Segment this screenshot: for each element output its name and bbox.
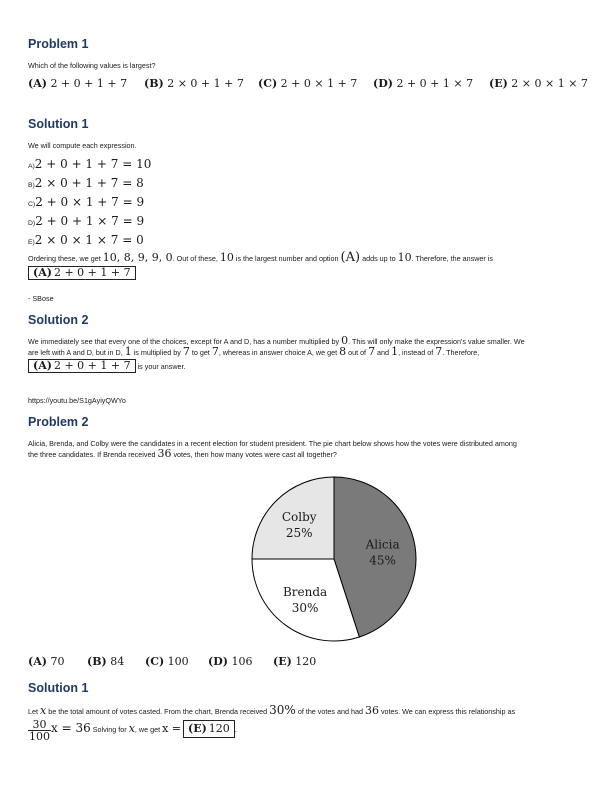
choice-e: (E) 2 × 0 × 1 × 7 [489,77,588,90]
pie-percent-colby: 25% [285,526,313,541]
solution-line-b: B)2 × 0 + 1 + 7 = 8 [28,176,144,190]
choice-b: (B) 84 [87,655,125,668]
answer-box: (A) 2 + 0 + 1 + 7 [28,359,136,373]
solution-1-answer [28,266,136,280]
problem-2-text-line-1: Alicia, Brenda, and Colby were the candidates in a recent election for student president. The pie chart below shows how the votes were distributed among [28,439,517,448]
answer-box: (E) 120 [183,720,235,738]
problem-2-heading: Problem 2 [28,415,89,429]
choice-a: (A) 2 + 0 + 1 + 7 [28,77,128,90]
solution-3-line-2: $\frac{30}{100}$ x = 36 Solving for x, we get x = (E) 120 . [29,717,237,743]
solution-1-heading: Solution 1 [28,117,89,131]
fraction: $\frac{30}{100}$ [29,717,50,743]
solution-2-line-2: are left with A and D, but in D, 1 is multiplied by 7 to get 7, whereas in answer choice A, we get 8 out of 7 and 1, instead of 7. Therefore, [28,345,480,358]
solution-line-e: E)2 × 0 × 1 × 7 = 0 [28,233,144,247]
choice-b: (B) 2 × 0 + 1 + 7 [144,77,244,90]
solution-3-heading: Solution 1 [28,681,89,695]
pie-label-colby: Colby [281,510,317,525]
solution-line-a: A)2 + 0 + 1 + 7 = 10 [28,157,152,171]
problem-1-heading: Problem 1 [28,37,89,51]
problem-1-question: Which of the following values is largest? [28,61,156,70]
choice-e: (E) 120 [273,655,317,668]
choice-a: (A) 70 [28,655,65,668]
choice-c: (C) 100 [145,655,189,668]
pie-label-brenda: Brenda [282,584,328,599]
video-link[interactable]: https://youtu.be/S1gAyiyQWYo [28,396,126,405]
solution-2-line-1: We immediately see that every one of the choices, except for A and D, has a number multiplied by 0. This will only make the expression's value smaller. We [28,334,525,347]
pie-label-alicia: Alicia [365,537,400,552]
solution-3-line-1: Let x be the total amount of votes casted. From the chart, Brenda received 30% of the votes and had 36 votes. We can express this relationship as [28,703,516,717]
solution-1-ordering: Ordering these, we get 10, 8, 9, 9, 0. Out of these, 10 is the largest number and option (A) adds up to 10. Therefore, the answer is [28,250,494,265]
choice-c: (C) 2 + 0 × 1 + 7 [258,77,358,90]
solution-line-c: C)2 + 0 × 1 + 7 = 9 [28,195,145,209]
solution-1-signature: - SBose [28,294,54,303]
problem-2-text-line-2: the three candidates. If Brenda received 36 votes, then how many votes were cast all together? [28,447,337,460]
choice-d: (D) 106 [208,655,253,668]
solution-2-answer: (A) 2 + 0 + 1 + 7 is your answer. [28,359,186,373]
solution-1-intro: We will compute each expression. [28,141,137,150]
pie-percent-alicia: 45% [369,553,396,568]
choice-d: (D) 2 + 0 + 1 × 7 [373,77,474,90]
solution-2-heading: Solution 2 [28,313,89,327]
vote-pie-chart [220,473,420,645]
answer-box: (A) 2 + 0 + 1 + 7 [28,266,136,280]
pie-percent-brenda: 30% [291,600,319,615]
solution-line-d: D)2 + 0 + 1 × 7 = 9 [28,214,145,228]
